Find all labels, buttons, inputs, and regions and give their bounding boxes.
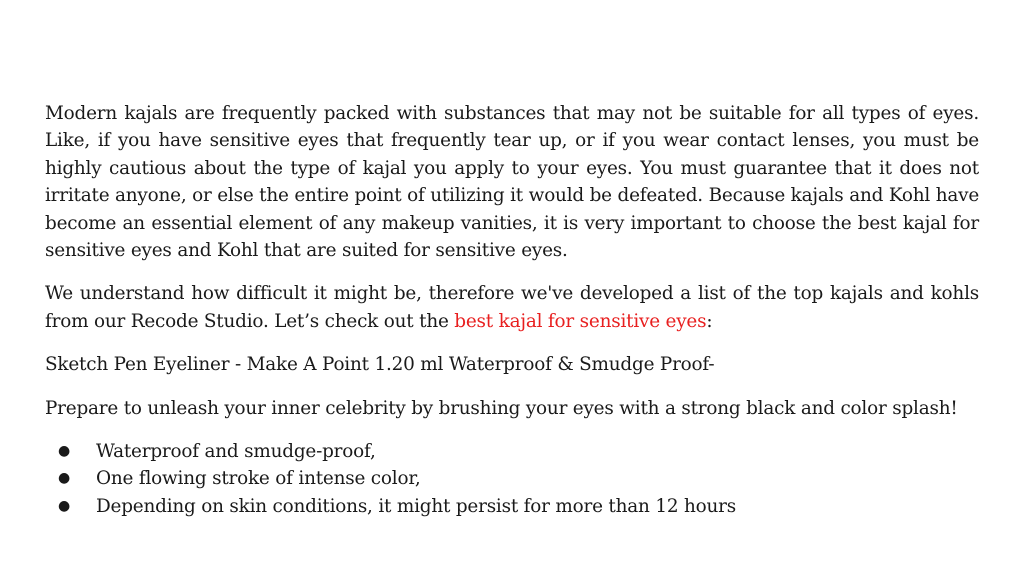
bullet-icon: ● (58, 470, 71, 487)
best-kajal-link[interactable]: best kajal for sensitive eyes (454, 310, 707, 332)
list-item (45, 465, 979, 492)
list-item-text: Waterproof and smudge-proof, (96, 441, 376, 463)
product-intro: Prepare to unleash your inner celebrity by brushing your eyes with a strong black and color splash! (45, 397, 958, 419)
recode-studio-paragraph (45, 280, 979, 335)
document-body (45, 100, 979, 520)
list-item (45, 438, 979, 465)
intro-paragraph: Modern kajals are frequently packed with substances that may not be suitable for all types of eyes. Like, if you have sensitive eyes that frequently tear up, or if you wear contact lenses, you must be highly cautious about the type of kajal you apply to your eyes. You must guarantee that it does not irritate anyone, or else the entire point of utilizing it would be defeated. Because kajals and Kohl have become an essential element of any makeup vanities, it is very important to choose the best kajal for sensitive eyes and Kohl that are suited for sensitive eyes. (45, 103, 979, 262)
product-heading: Sketch Pen Eyeliner - Make A Point 1.20 ml Waterproof & Smudge Proof- (45, 354, 715, 376)
list-item-text: One flowing stroke of intense color, (96, 468, 421, 490)
paragraph-text-after-link: : (706, 310, 713, 332)
feature-list (45, 438, 979, 520)
bullet-icon: ● (58, 443, 71, 460)
list-item-text: Depending on skin conditions, it might persist for more than 12 hours (96, 495, 736, 517)
paragraph-text-before-link: We understand how difficult it might be, therefore we've developed a list of the top kajals and kohls from our Recode Studio. Let’s check out the (45, 283, 979, 332)
bullet-icon: ● (58, 497, 71, 514)
list-item (45, 493, 979, 520)
